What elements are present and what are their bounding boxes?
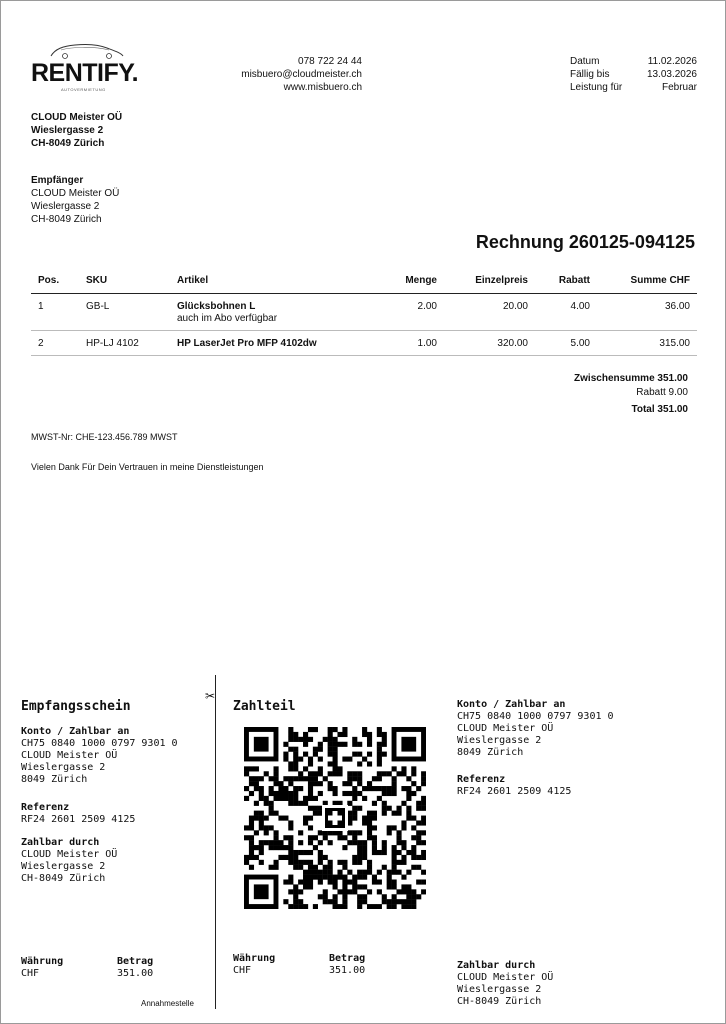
recipient-city: CH-8049 Zürich	[31, 214, 102, 225]
header-sum: Summe CHF	[630, 275, 690, 286]
meta-due-value: 13.03.2026	[646, 69, 697, 80]
payment-debtor	[457, 960, 553, 1008]
row-qty: 1.00	[417, 338, 437, 349]
receipt-reference-label: Referenz	[21, 802, 70, 813]
totals-block	[574, 373, 688, 415]
vat-number: MWST-Nr: CHE-123.456.789 MWST	[31, 432, 178, 442]
receipt-creditor	[21, 726, 178, 786]
sender-city: CH-8049 Zürich	[31, 138, 105, 149]
header-qty: Menge	[405, 275, 437, 286]
payment-debtor-name: CLOUD Meister OÜ	[457, 972, 554, 983]
payment-creditor	[457, 699, 614, 759]
meta-date-label: Datum	[570, 56, 600, 67]
payment-amount	[329, 953, 365, 977]
row-sum: 315.00	[659, 338, 690, 349]
recipient-label: Empfänger	[31, 175, 84, 186]
row-article-name: HP LaserJet Pro MFP 4102dw	[177, 338, 317, 349]
meta-date-row	[570, 55, 697, 68]
sender-address	[31, 111, 122, 150]
company-logo	[31, 41, 143, 91]
sender-company: CLOUD Meister OÜ	[31, 112, 123, 123]
payment-reference	[457, 774, 571, 798]
payment-debtor-street: Wieslergasse 2	[457, 984, 542, 995]
row-article-name: Glücksbohnen L	[177, 301, 256, 312]
receipt-currency-value: CHF	[21, 968, 40, 979]
receipt-amount-value: 351.00	[117, 968, 154, 979]
acceptance-point: Annahmestelle	[141, 999, 194, 1008]
header-sku: SKU	[86, 275, 108, 286]
row-pos: 1	[38, 301, 44, 312]
payment-account-label: Konto / Zahlbar an	[457, 699, 566, 710]
meta-service-row	[570, 81, 697, 94]
payment-reference-value: RF24 2601 2509 4125	[457, 786, 572, 797]
contact-block	[241, 55, 362, 94]
meta-date-value: 11.02.2026	[647, 56, 697, 67]
receipt-account-label: Konto / Zahlbar an	[21, 726, 130, 737]
receipt-creditor-street: Wieslergasse 2	[21, 762, 106, 773]
payment-reference-label: Referenz	[457, 774, 506, 785]
receipt-amount-label: Betrag	[117, 956, 154, 967]
receipt-currency	[21, 956, 63, 980]
payment-currency	[233, 953, 275, 977]
row-article-note: auch im Abo verfügbar	[177, 313, 278, 324]
total-discount: Rabatt 9.00	[636, 387, 688, 398]
row-discount: 4.00	[570, 301, 590, 312]
receipt-title: Empfangsschein	[21, 699, 131, 714]
row-sku: HP-LJ 4102	[86, 338, 139, 349]
receipt-debtor	[21, 837, 117, 885]
row-article	[177, 338, 317, 349]
payment-iban: CH75 0840 1000 0797 9301 0	[457, 711, 614, 722]
header-article: Artikel	[177, 275, 209, 286]
receipt-creditor-city: 8049 Zürich	[21, 774, 88, 785]
grand-total: Total 351.00	[631, 404, 688, 415]
contact-phone: 078 722 24 44	[298, 56, 362, 67]
row-unit-price: 20.00	[502, 301, 528, 312]
header-unit-price: Einzelpreis	[475, 275, 528, 286]
payment-creditor-name: CLOUD Meister OÜ	[457, 723, 554, 734]
table-row	[31, 331, 697, 356]
receipt-iban: CH75 0840 1000 0797 9301 0	[21, 738, 178, 749]
logo-text: RENTIFY.	[31, 59, 139, 87]
row-sku: GB-L	[86, 301, 110, 312]
recipient-address	[31, 174, 119, 226]
receipt-debtor-city: CH-8049 Zürich	[21, 873, 106, 884]
meta-service-label: Leistung für	[570, 82, 623, 93]
payment-amount-value: 351.00	[329, 965, 366, 976]
row-pos: 2	[38, 338, 44, 349]
row-sum: 36.00	[664, 301, 690, 312]
receipt-creditor-name: CLOUD Meister OÜ	[21, 750, 118, 761]
payment-amount-label: Betrag	[329, 953, 366, 964]
row-article	[177, 301, 277, 324]
payment-payable-by-label: Zahlbar durch	[457, 960, 536, 971]
swiss-qr-code	[244, 727, 426, 909]
payment-currency-label: Währung	[233, 953, 276, 964]
meta-due-label: Fällig bis	[570, 69, 610, 80]
payment-creditor-street: Wieslergasse 2	[457, 735, 542, 746]
items-table	[31, 268, 697, 356]
table-row	[31, 294, 697, 331]
car-logo-icon	[49, 41, 125, 59]
payment-debtor-city: CH-8049 Zürich	[457, 996, 542, 1007]
receipt-debtor-street: Wieslergasse 2	[21, 861, 106, 872]
invoice-meta	[570, 55, 697, 94]
row-discount: 5.00	[570, 338, 590, 349]
payment-currency-value: CHF	[233, 965, 252, 976]
receipt-amount	[117, 956, 153, 980]
receipt-reference	[21, 802, 135, 826]
receipt-payable-by-label: Zahlbar durch	[21, 837, 100, 848]
contact-web: www.misbuero.ch	[283, 82, 362, 93]
invoice-title: Rechnung 260125-094125	[475, 232, 695, 252]
meta-due-row	[570, 68, 697, 81]
subtotal: Zwischensumme 351.00	[574, 373, 688, 384]
row-qty: 2.00	[417, 301, 437, 312]
row-unit-price: 320.00	[497, 338, 528, 349]
header-discount: Rabatt	[558, 275, 590, 286]
sender-street: Wieslergasse 2	[31, 125, 104, 136]
payment-title: Zahlteil	[233, 699, 296, 714]
payment-creditor-city: 8049 Zürich	[457, 747, 524, 758]
recipient-company: CLOUD Meister OÜ	[31, 188, 120, 199]
logo-tagline: AUTOVERMIETUNG	[61, 87, 106, 92]
contact-email: misbuero@cloudmeister.ch	[241, 69, 362, 80]
scissors-icon: ✂	[205, 689, 216, 703]
receipt-debtor-name: CLOUD Meister OÜ	[21, 849, 118, 860]
slip-separator	[215, 675, 216, 1009]
receipt-currency-label: Währung	[21, 956, 64, 967]
recipient-street: Wieslergasse 2	[31, 201, 100, 212]
meta-service-value: Februar	[661, 82, 697, 93]
receipt-reference-value: RF24 2601 2509 4125	[21, 814, 136, 825]
thank-you-note: Vielen Dank Für Dein Vertrauen in meine Dienstleistungen	[31, 462, 264, 472]
table-header	[31, 268, 697, 294]
header-pos: Pos.	[38, 275, 60, 286]
